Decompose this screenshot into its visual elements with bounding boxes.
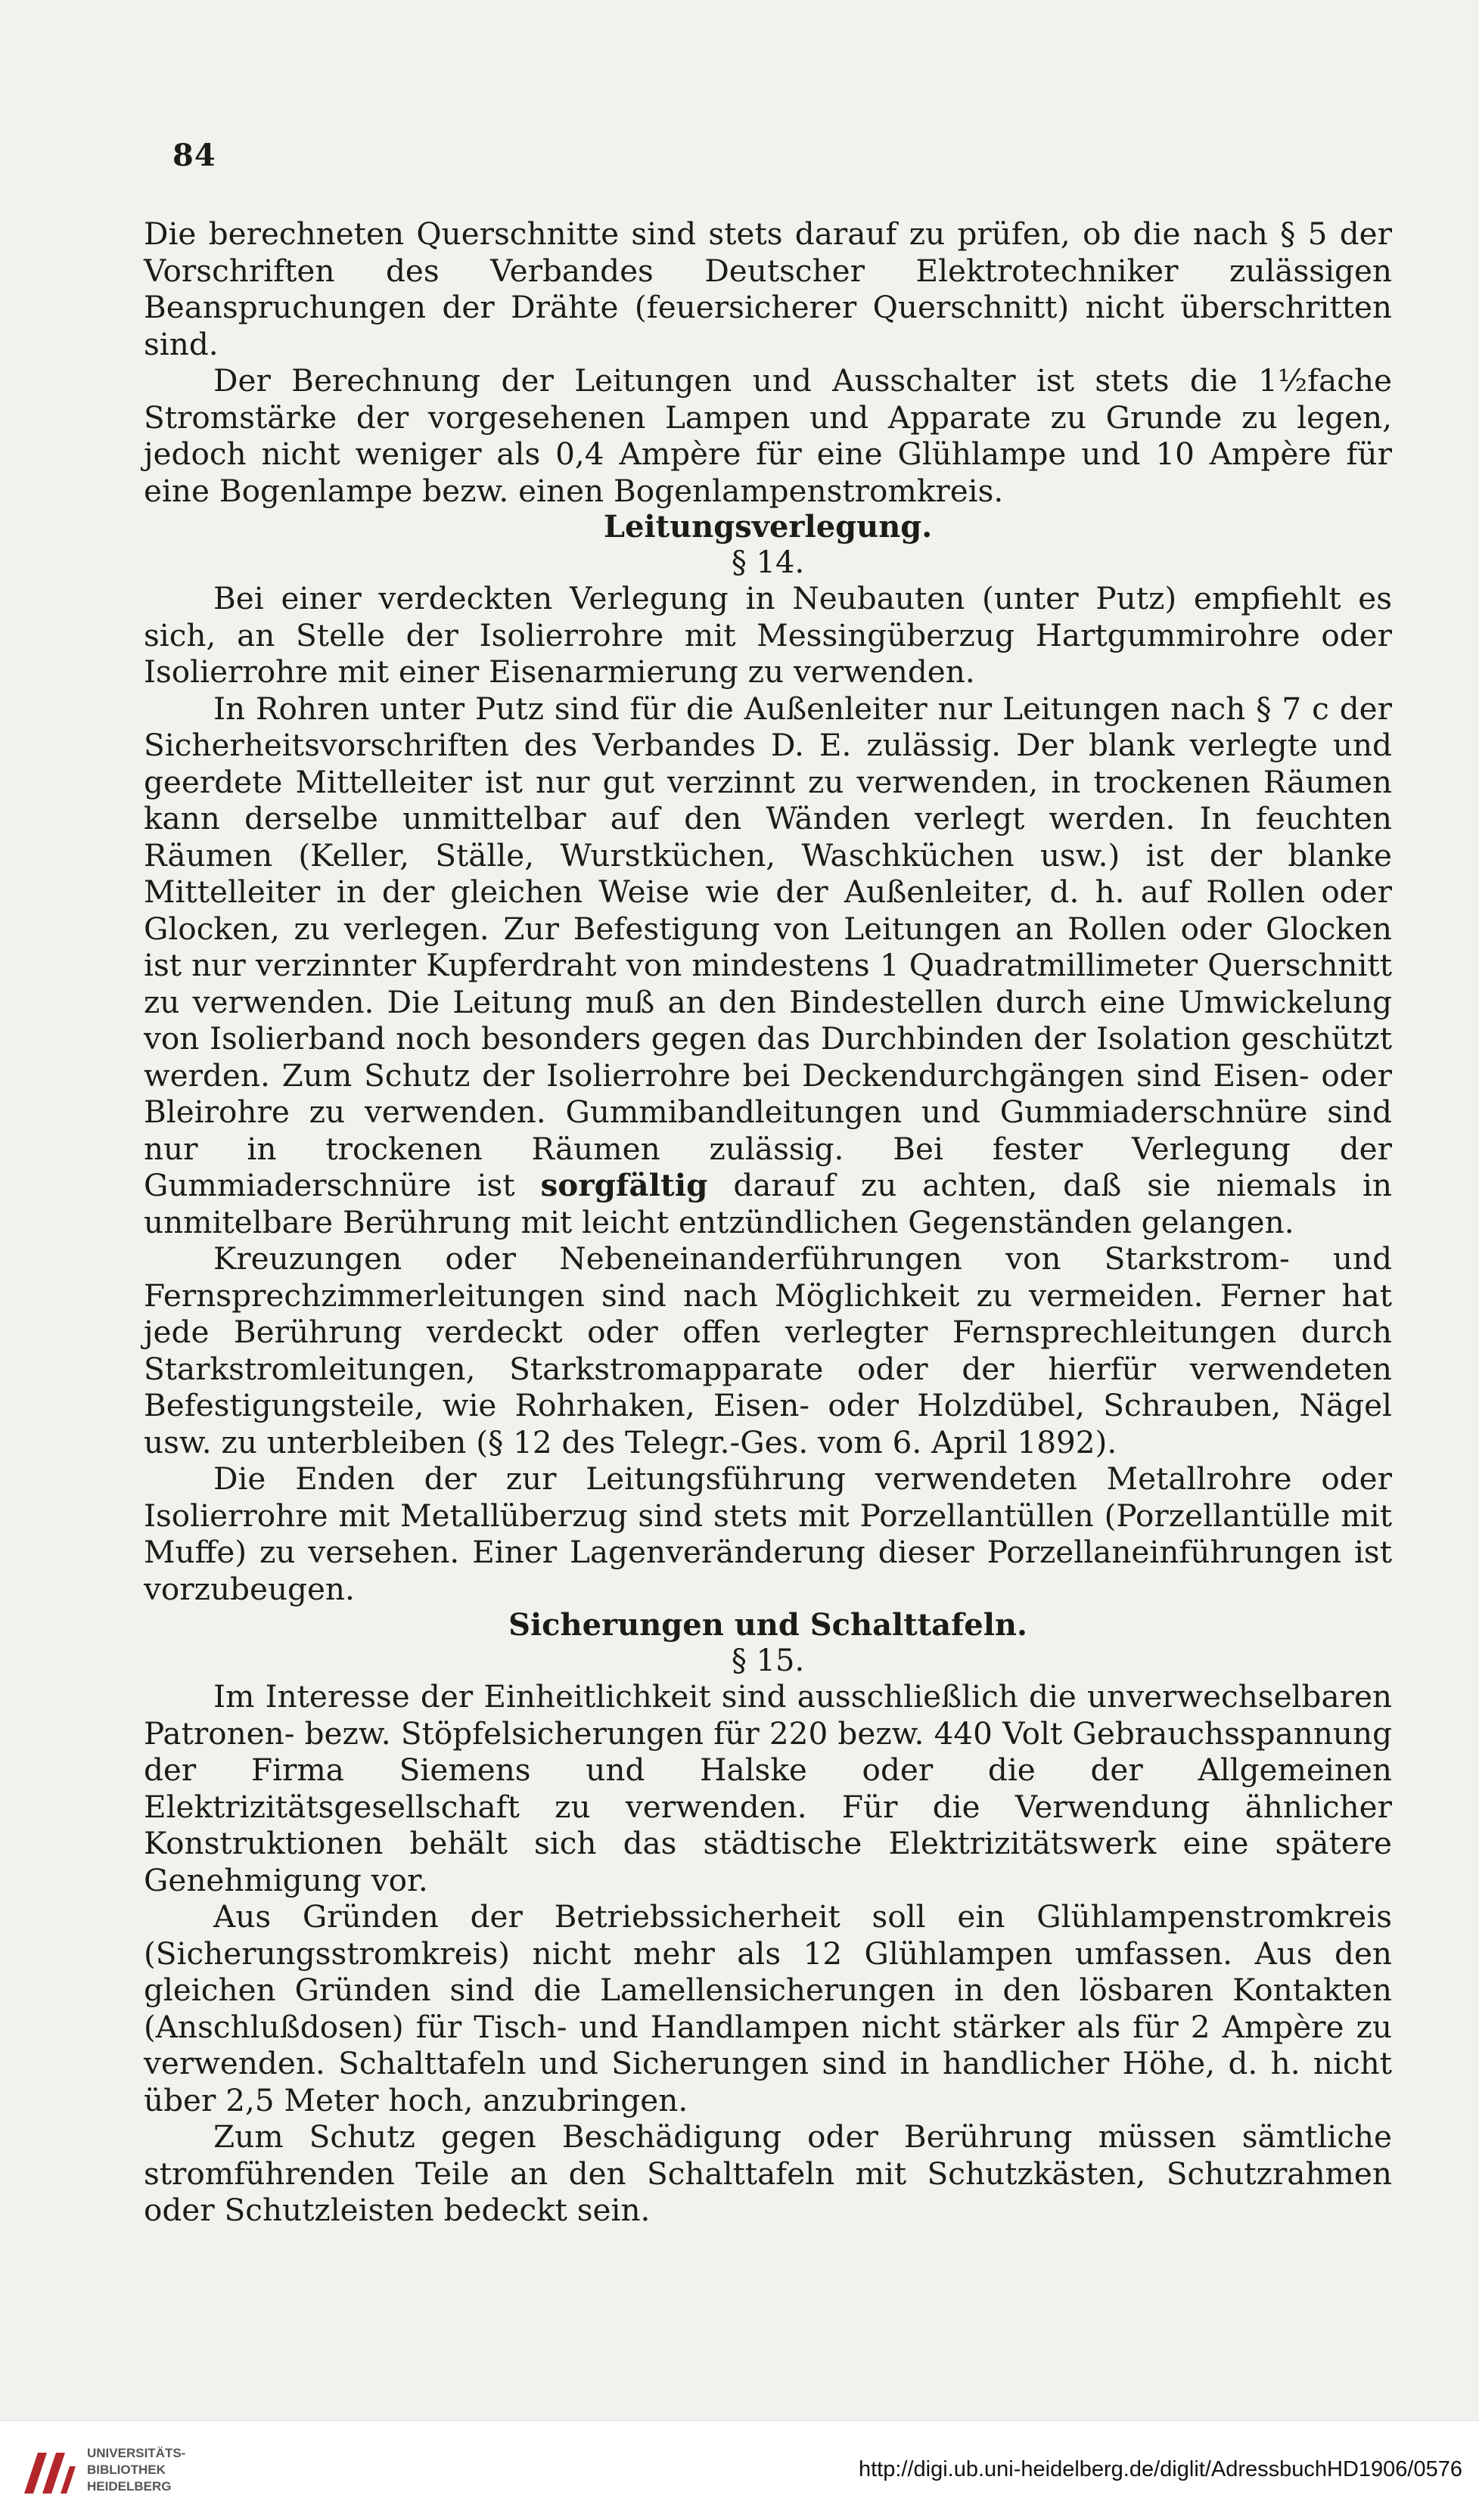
paragraph-current-calculation: Der Berechnung der Leitungen und Ausschalter ist stets die 1½fache Stromstärke der vorgesehenen Lampen und Apparate zu Grunde zu legen, jedoch nicht weniger als 0,4 Ampère für eine Glühlampe und 10 Ampère für eine Bogenlampe bezw. einen Bogenlampenstromkreis. xyxy=(144,362,1392,509)
source-url-link[interactable]: http://digi.ub.uni-heidelberg.de/diglit/AdressbuchHD1906/0576 xyxy=(858,2457,1462,2481)
library-footer xyxy=(0,2420,1479,2520)
library-name xyxy=(87,2445,185,2495)
section-14-paragraph-3: Kreuzungen oder Nebeneinanderführungen von Starkstrom- und Fernsprechzimmerleitungen sind nach Möglichkeit zu vermeiden. Ferner hat jede Berührung verdeckt oder offen verlegter Fernsprechleitungen durch Starkstromleitungen, Starkstromapparate oder der hierfür verwendeten Befestigungsteile, wie Rohrhaken, Eisen- oder Holzdübel, Schrauben, Nägel usw. zu unterbleiben (§ 12 des Telegr.-Ges. vom 6. April 1892). xyxy=(144,1240,1392,1460)
section-15-paragraph-1: Im Interesse der Einheitlichkeit sind ausschließlich die unverwechselbaren Patronen- bezw. Stöpfelsicherungen für 220 bezw. 440 Volt Gebrauchsspannung der Firma Siemens und Halske oder die der Allgemeinen Elektrizitätsgesellschaft zu verwenden. Für die Verwendung ähnlicher Konstruktionen behält sich das städtische Elektrizitätswerk eine spätere Genehmigung vor. xyxy=(144,1678,1392,1898)
paragraph-cross-sections: Die berechneten Querschnitte sind stets darauf zu prüfen, ob die nach § 5 der Vorschriften des Verbandes Deutscher Elektrotechniker zulässigen Beanspruchungen der Drähte (feuersicherer Querschnitt) nicht überschritten sind. xyxy=(144,216,1392,362)
section-14-paragraph-2 xyxy=(144,691,1392,1241)
section-14-number: § 14. xyxy=(731,545,805,580)
section-14-paragraph-2-start: In Rohren unter Putz sind für die Außenleiter nur Leitungen nach § 7 c der Sicherheitsvorschriften des Verbandes D. E. zulässig. Der blank verlegte und geerdete Mittelleiter ist nur gut verzinnt zu verwenden, in trockenen Räumen kann derselbe unmittelbar auf den Wänden verlegt werden. In feuchten Räumen (Keller, Ställe, Wurstküchen, Waschküchen usw.) ist der blanke Mittelleiter in der gleichen Weise wie der Außenleiter, d. h. auf Rollen oder Glocken, zu verlegen. Zur Befestigung von Leitungen an Rollen oder Glocken ist nur verzinnter Kupferdraht von mindestens 1 Quadratmillimeter Querschnitt zu verwenden. Die Leitung muß an den Bindestellen durch eine Umwickelung von Isolierband noch besonders gegen das Durchbinden der Isolation geschützt werden. Zum Schutz der Isolierrohre bei Deckendurchgängen sind Eisen- oder Bleirohre zu verwenden. Gummibandleitungen und Gummiaderschnüre sind nur in trockenen Räumen zulässig. Bei fester Verlegung der Gummiaderschnüre ist xyxy=(144,690,1392,1203)
page-body xyxy=(144,216,1392,2229)
section-14-paragraph-1: Bei einer verdeckten Verlegung in Neubauten (unter Putz) empfiehlt es sich, an Stelle der Isolierrohre mit Messingüberzug Hartgummirohre oder Isolierrohre mit einer Eisenarmierung zu verwenden. xyxy=(144,580,1392,690)
university-library-logo-icon xyxy=(17,2441,82,2506)
section-14-heading: Leitungsverlegung. xyxy=(603,509,933,545)
library-name-line-3: HEIDELBERG xyxy=(87,2479,172,2494)
section-15-number: § 15. xyxy=(731,1643,805,1678)
section-15-paragraph-2: Aus Gründen der Betriebssicherheit soll ein Glühlampenstromkreis (Sicherungsstromkreis) nicht mehr als 12 Glühlampen umfassen. Aus den gleichen Gründen sind die Lamellensicherungen in den lösbaren Kontakten (Anschlußdosen) für Tisch- und Handlampen nicht stärker als für 2 Ampère zu verwenden. Schalttafeln und Sicherungen sind in handlicher Höhe, d. h. nicht über 2,5 Meter hoch, anzubringen. xyxy=(144,1898,1392,2118)
section-15-paragraph-3: Zum Schutz gegen Beschädigung oder Berührung müssen sämtliche stromführenden Teile an den Schalttafeln mit Schutzkästen, Schutzrahmen oder Schutzleisten bedeckt sein. xyxy=(144,2118,1392,2228)
section-14-paragraph-2-end: darauf zu achten, daß sie niemals in unmitelbare Berührung mit leicht entzündlichen Gegenständen gelangen. xyxy=(144,1167,1393,1240)
library-name-line-1: UNIVERSITÄTS- xyxy=(87,2446,186,2460)
page-number: 84 xyxy=(172,138,216,173)
library-name-line-2: BIBLIOTHEK xyxy=(87,2463,166,2477)
emphasis-sorgfaeltig: sorgfältig xyxy=(540,1167,708,1203)
section-14-paragraph-4: Die Enden der zur Leitungsführung verwendeten Metallrohre oder Isolierrohre mit Metallüberzug sind stets mit Porzellantüllen (Porzellantülle mit Muffe) zu versehen. Einer Lagenveränderung dieser Porzellaneinführungen ist vorzubeugen. xyxy=(144,1460,1392,1607)
section-15-heading: Sicherungen und Schalttafeln. xyxy=(508,1607,1027,1643)
